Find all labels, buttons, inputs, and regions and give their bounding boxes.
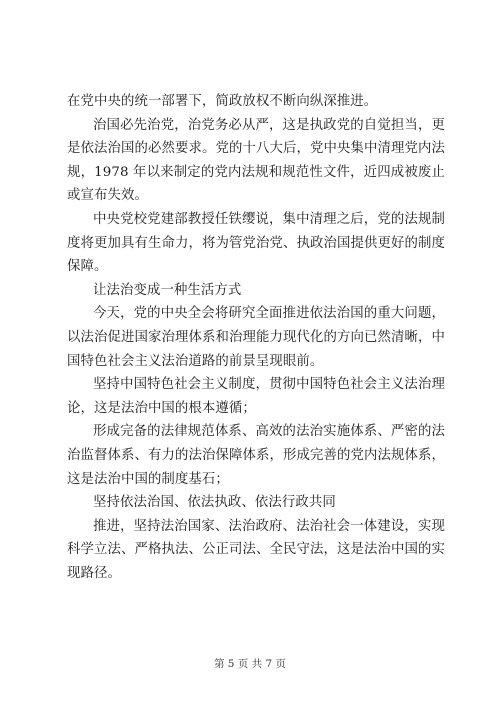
- text-line: 今天，党的中央全会将研究全面推进依法治国的重大问题，: [93, 306, 445, 322]
- text-line: 度将更加具有生命力，将为管党治党、执政治国提供更好的制度: [67, 235, 445, 251]
- text-line: 或宣布失效。: [67, 188, 148, 204]
- text-line: 规，1978 年以来制定的党内法规和规范性文件，近四成被废止: [67, 164, 445, 180]
- text-line: 坚持中国特色社会主义制度，贯彻中国特色社会主义法治理: [93, 377, 445, 393]
- text-line: 治国必先治党，治党务必从严，这是执政党的自觉担当，更: [93, 117, 445, 133]
- document-body: [67, 90, 445, 585]
- text-line: 中央党校党建部教授任铁缨说，集中清理之后，党的法规制: [93, 211, 445, 227]
- text-line: 在党中央的统一部署下，简政放权不断向纵深推进。: [67, 94, 378, 109]
- text-line: 坚持依法治国、依法执政、依法行政共同: [93, 495, 336, 511]
- text-line: 形成完备的法律规范体系、高效的法治实施体系、严密的法: [93, 424, 445, 440]
- text-line: 治监督体系、有力的法治保障体系，形成完善的党内法规体系，: [67, 447, 445, 463]
- text-line: 以法治促进国家治理体系和治理能力现代化的方向已然清晰，中: [67, 329, 445, 345]
- text-line: 这是法治中国的制度基石；: [67, 471, 229, 487]
- text-line: 论，这是法治中国的根本遵循；: [67, 400, 256, 416]
- text-line: 是依法治国的必然要求。党的十八大后，党中央集中清理党内法: [67, 141, 445, 157]
- section-heading: 让法治变成一种生活方式: [93, 282, 242, 298]
- text-line: 国特色社会主义法治道路的前景呈现眼前。: [67, 353, 324, 369]
- page-number: 第 5 页 共 7 页: [213, 658, 287, 670]
- text-line: 科学立法、严格执法、公正司法、全民守法，这是法治中国的实: [67, 542, 445, 558]
- text-line: 推进，坚持法治国家、法治政府、法治社会一体建设，实现: [93, 518, 445, 534]
- text-line: 现路径。: [67, 565, 121, 581]
- text-line: 保障。: [67, 259, 108, 275]
